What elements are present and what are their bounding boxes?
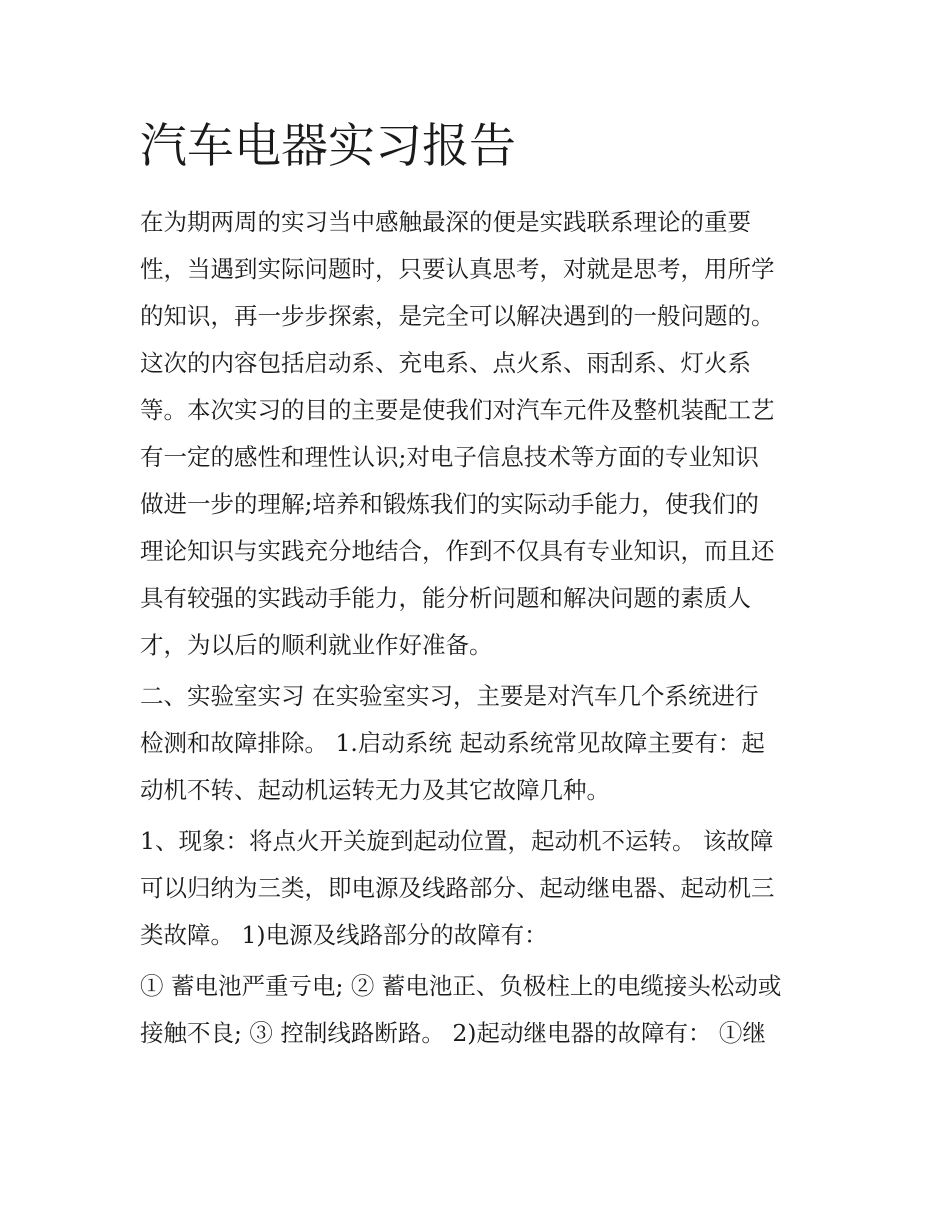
text-line: 理论知识与实践充分地结合，作到不仅具有专业知识，而且还 — [140, 537, 775, 565]
paragraph-faults — [140, 963, 820, 1057]
text-line: 二、实验室实习 在实验室实习，主要是对汽车几个系统进行 — [140, 682, 759, 710]
text-line: 有一定的感性和理性认识;对电子信息技术等方面的专业知识 — [140, 443, 759, 471]
paragraph-lab-practice — [140, 673, 820, 814]
text-line: 可以归纳为三类，即电源及线路部分、起动继电器、起动机三 — [140, 874, 775, 902]
document-body — [140, 199, 820, 1061]
text-line: 动机不转、起动机运转无力及其它故障几种。 — [140, 776, 610, 804]
text-line: 性，当遇到实际问题时，只要认真思考，对就是思考，用所学 — [140, 255, 775, 283]
text-line: 具有较强的实践动手能力，能分析问题和解决问题的素质人 — [140, 584, 751, 612]
paragraph-symptom — [140, 818, 820, 959]
document-title: 汽车电器实习报告 — [140, 119, 516, 174]
text-line: 的知识，再一步步探索，是完全可以解决遇到的一般问题的。 — [140, 302, 775, 330]
text-line: 检测和故障排除。 1.启动系统 起动系统常见故障主要有：起 — [140, 729, 765, 757]
text-line: 这次的内容包括启动系、充电系、点火系、雨刮系、灯火系 — [140, 349, 751, 377]
text-line: 接触不良; ③ 控制线路断路。 2)起动继电器的故障有： ①继 — [140, 1019, 766, 1047]
text-line: 类故障。 1)电源及线路部分的故障有： — [140, 921, 548, 949]
paragraph-intro — [140, 199, 820, 669]
text-line: 1、现象：将点火开关旋到起动位置，起动机不运转。 该故障 — [140, 827, 774, 855]
text-line: 在为期两周的实习当中感触最深的便是实践联系理论的重要 — [140, 208, 751, 236]
text-line: 做进一步的理解;培养和锻炼我们的实际动手能力，使我们的 — [140, 490, 759, 518]
text-line: 才，为以后的顺利就业作好准备。 — [140, 631, 493, 659]
text-line: 等。本次实习的目的主要是使我们对汽车元件及整机装配工艺 — [140, 396, 775, 424]
text-line: ① 蓄电池严重亏电; ② 蓄电池正、负极柱上的电缆接头松动或 — [140, 972, 782, 1000]
